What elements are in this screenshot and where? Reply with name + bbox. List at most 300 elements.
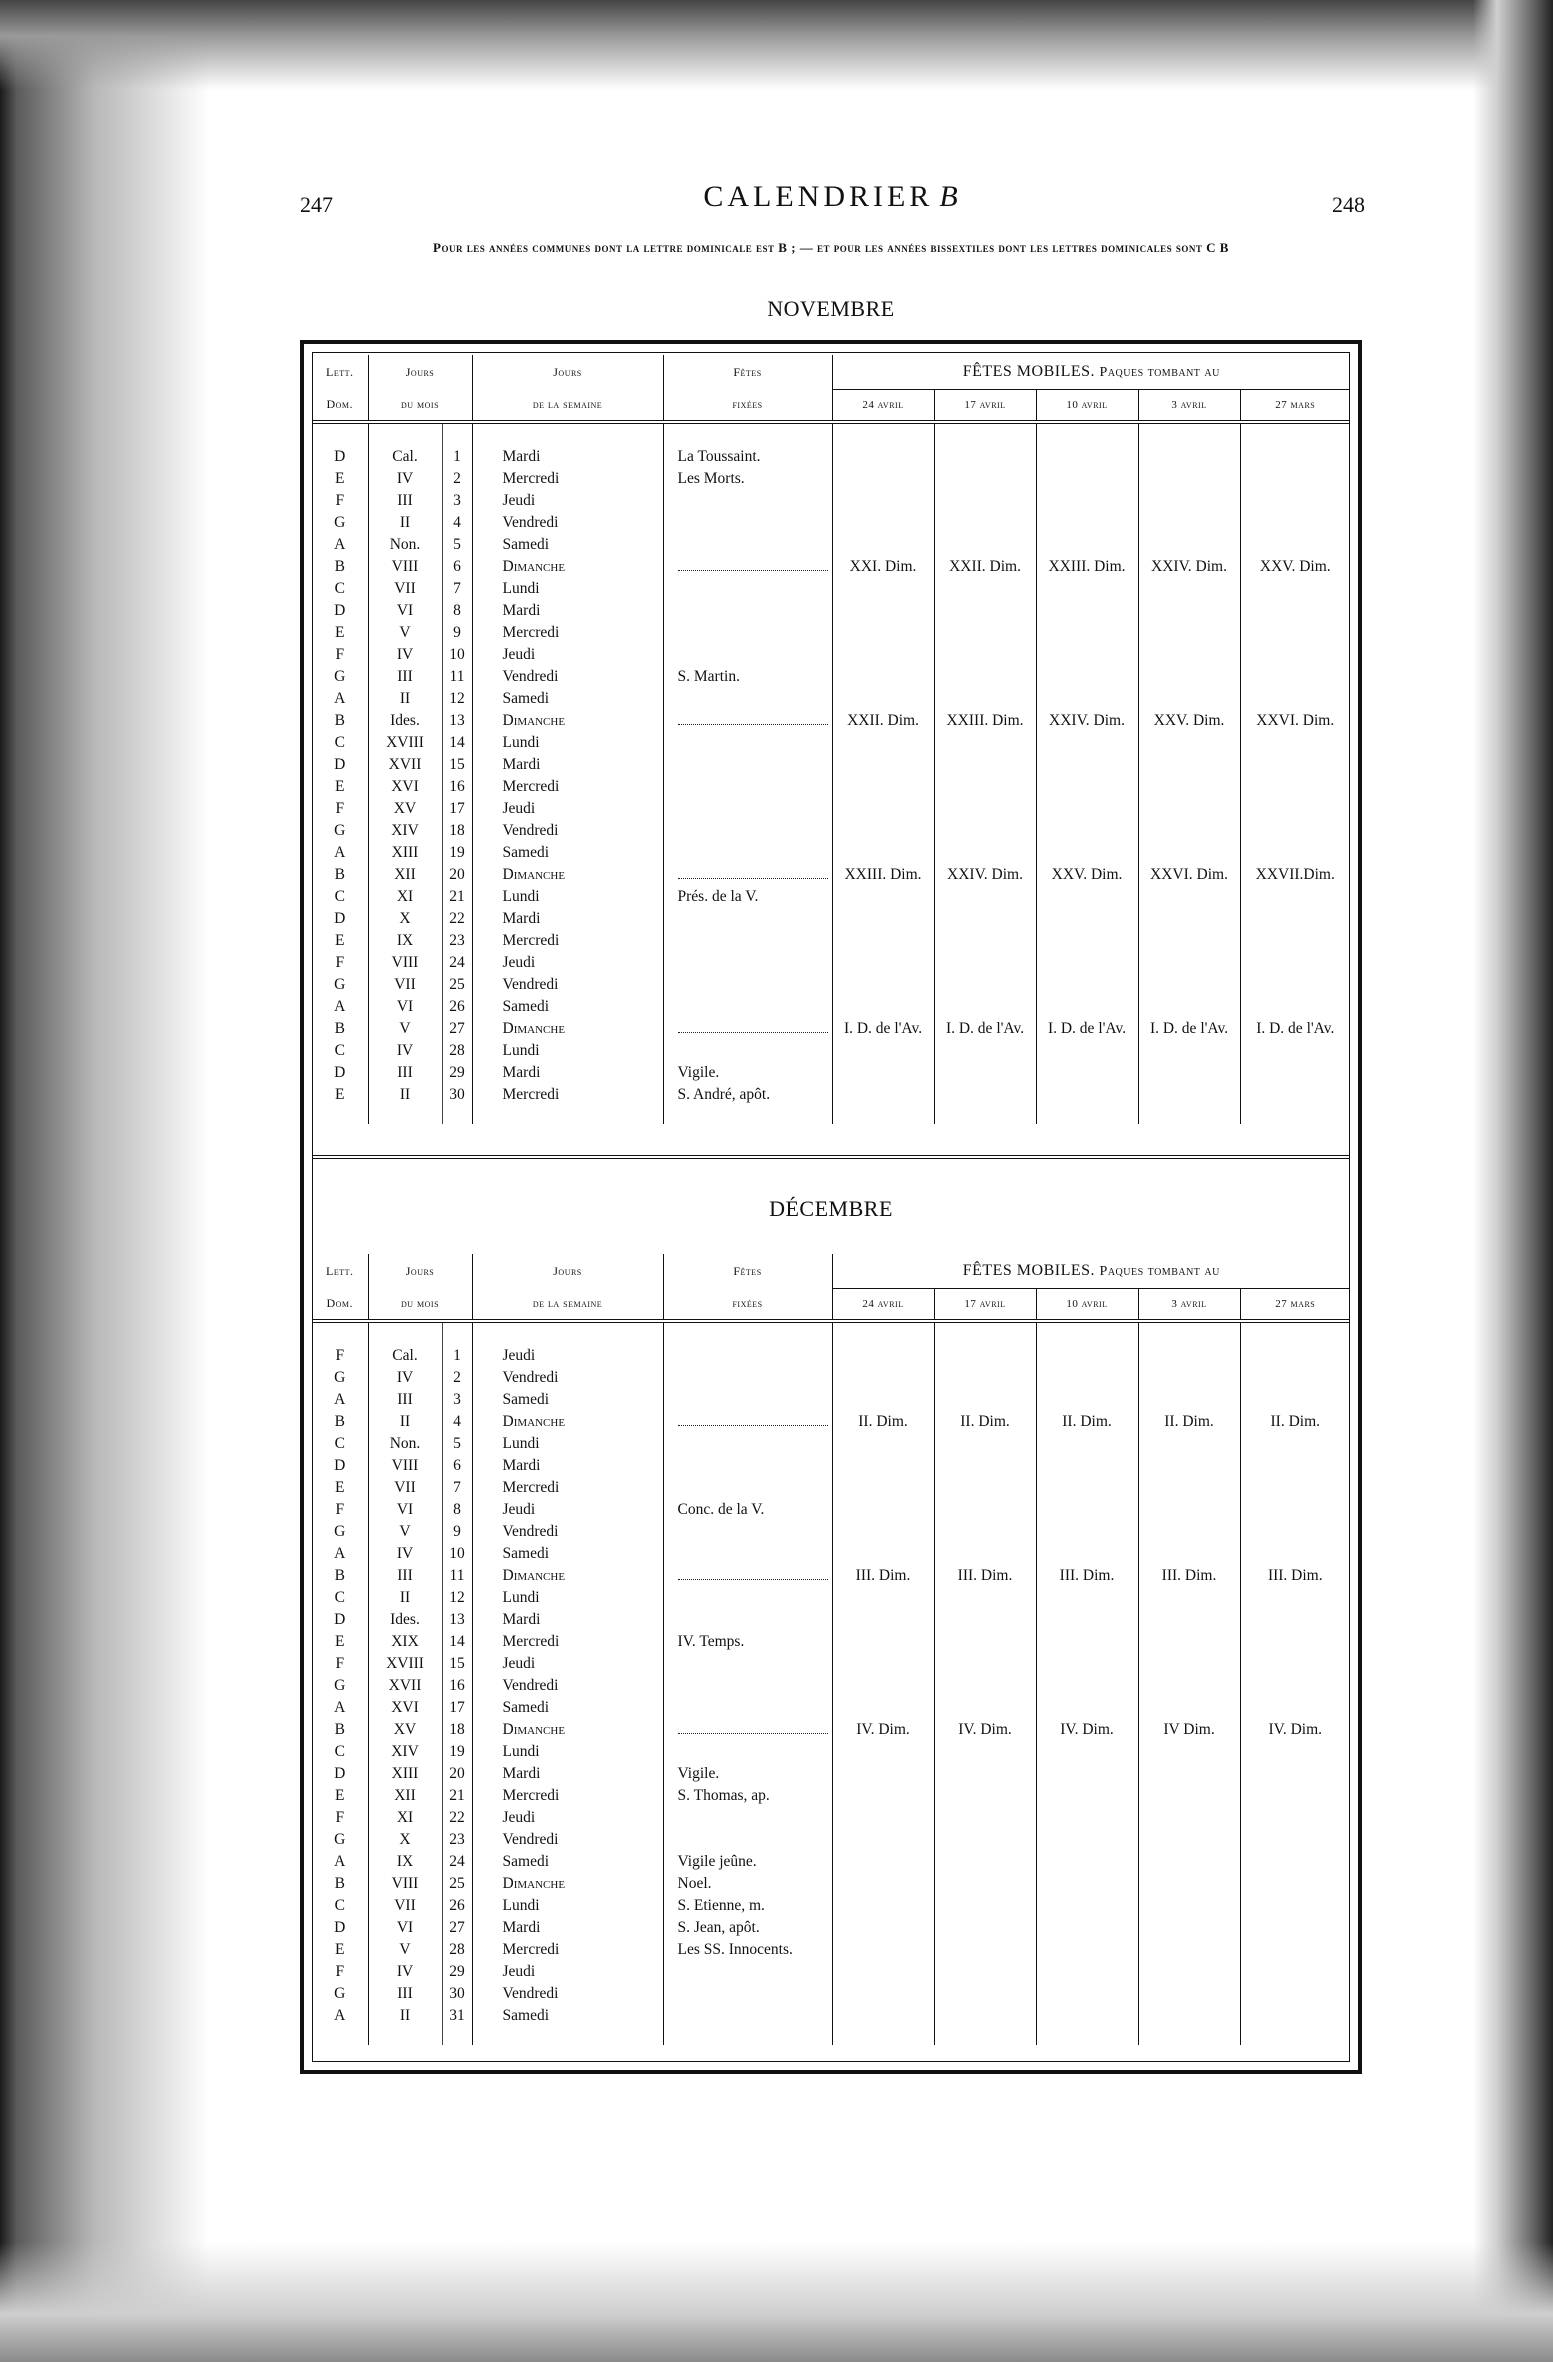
table-row	[312, 1565, 1350, 1587]
roman-day: XVI	[368, 776, 442, 798]
roman-day: XIII	[368, 842, 442, 864]
spacer-cell	[663, 2027, 832, 2045]
movable-feast-cell	[1240, 2005, 1350, 2027]
weekday-cell	[472, 710, 663, 732]
movable-feast: I. D. de l'Av.	[1256, 1020, 1335, 1037]
movable-feast-cell	[1138, 578, 1240, 600]
movable-feast: XXVI. Dim.	[1256, 712, 1335, 729]
movable-feast-cell	[1240, 1609, 1350, 1631]
movable-feast-cell	[832, 688, 934, 710]
day-number: 18	[442, 820, 472, 842]
roman-day: VII	[368, 1477, 442, 1499]
day-number: 9	[442, 1521, 472, 1543]
movable-feast-cell	[832, 1763, 934, 1785]
movable-feast-cell	[1240, 1084, 1350, 1106]
day-number: 11	[442, 666, 472, 688]
dominical-letter: A	[334, 844, 346, 861]
movable-feast-cell	[832, 1040, 934, 1062]
roman-day: VI	[368, 1499, 442, 1521]
dominical-letter: F	[335, 1501, 345, 1518]
movable-feast: XXIV. Dim.	[1151, 558, 1227, 575]
movable-feast-cell	[1036, 556, 1138, 578]
movable-feast-cell	[832, 2005, 934, 2027]
movable-feast-cell	[1240, 1499, 1350, 1521]
movable-feast-cell	[832, 1917, 934, 1939]
table-row	[312, 446, 1350, 468]
roman-day: XV	[368, 798, 442, 820]
dominical-letter: F	[335, 1655, 345, 1672]
movable-feast-cell	[1036, 1983, 1138, 2005]
movable-feast-cell	[1240, 1062, 1350, 1084]
calendar-table-decembre	[312, 1254, 1350, 2045]
fixed-feast-cell	[663, 2005, 832, 2027]
day-number: 25	[442, 974, 472, 996]
movable-feast-cell	[1138, 1983, 1240, 2005]
dominical-letter: F	[335, 492, 345, 509]
header-mobiles-label: FÊTES MOBILES.	[962, 363, 1096, 380]
movable-feast: III. Dim.	[1161, 1567, 1217, 1584]
movable-feast-cell	[1240, 1719, 1350, 1741]
dominical-letter: B	[334, 1413, 345, 1430]
fixed-feast-cell	[663, 1807, 832, 1829]
roman-day: III	[368, 1389, 442, 1411]
weekday-cell	[472, 1084, 663, 1106]
movable-feast-cell	[1240, 1829, 1350, 1851]
weekday-name: Mardi	[502, 1919, 541, 1936]
roman-day: IV	[368, 1543, 442, 1565]
movable-feast-cell	[1138, 1917, 1240, 1939]
dominical-letter: A	[334, 1853, 346, 1870]
dominical-letter: C	[334, 1042, 345, 1059]
fixed-feast-cell	[663, 666, 832, 688]
weekday-name: Samedi	[502, 536, 550, 553]
weekday-name: Lundi	[502, 1589, 540, 1606]
movable-feast-cell	[1036, 974, 1138, 996]
movable-feast-cell	[934, 1983, 1036, 2005]
dominical-letter: A	[334, 1391, 346, 1408]
fixed-feast: S. Thomas, ap.	[677, 1787, 770, 1804]
movable-feast-cell	[1036, 820, 1138, 842]
movable-feast-cell	[934, 1018, 1036, 1040]
movable-feast-cell	[1138, 1895, 1240, 1917]
movable-feast-cell	[832, 1829, 934, 1851]
movable-feast-cell	[934, 666, 1036, 688]
dotted-leader	[678, 714, 828, 725]
fixed-feast-cell	[663, 1983, 832, 2005]
weekday-cell	[472, 820, 663, 842]
weekday-cell	[472, 534, 663, 556]
movable-feast-cell	[934, 1455, 1036, 1477]
header-paques-label: Paques tombant au	[1099, 1264, 1220, 1279]
dominical-letter: B	[334, 1721, 345, 1738]
movable-feast-cell	[1138, 776, 1240, 798]
day-number: 29	[442, 1062, 472, 1084]
header-date-2: 17 avril	[934, 390, 1036, 423]
movable-feast-cell	[1240, 996, 1350, 1018]
day-number: 13	[442, 710, 472, 732]
roman-day: VIII	[368, 556, 442, 578]
movable-feast: II. Dim.	[1062, 1413, 1112, 1430]
movable-feast-cell	[934, 952, 1036, 974]
weekday-cell	[472, 842, 663, 864]
fixed-feast-cell	[663, 1895, 832, 1917]
day-number: 2	[442, 468, 472, 490]
roman-day: V	[368, 1018, 442, 1040]
movable-feast-cell	[934, 556, 1036, 578]
table-row	[312, 776, 1350, 798]
roman-day: XII	[368, 1785, 442, 1807]
fixed-feast-cell	[663, 1389, 832, 1411]
table-row	[312, 820, 1350, 842]
weekday-name: Jeudi	[502, 1347, 536, 1364]
movable-feast-cell	[934, 1499, 1036, 1521]
day-number: 8	[442, 600, 472, 622]
movable-feast-cell	[1240, 666, 1350, 688]
spacer-cell	[472, 2027, 663, 2045]
fixed-feast: La Toussaint.	[677, 448, 761, 465]
day-number: 17	[442, 798, 472, 820]
movable-feast-cell	[1240, 1873, 1350, 1895]
movable-feast-cell	[1036, 512, 1138, 534]
movable-feast-cell	[832, 1565, 934, 1587]
fixed-feast-cell	[663, 1631, 832, 1653]
movable-feast-cell	[934, 1543, 1036, 1565]
rows-novembre	[312, 422, 1350, 1124]
table-row	[312, 842, 1350, 864]
fixed-feast-cell	[663, 1719, 832, 1741]
dotted-leader	[678, 1415, 828, 1426]
movable-feast-cell	[832, 556, 934, 578]
table-row	[312, 1697, 1350, 1719]
movable-feast-cell	[1138, 644, 1240, 666]
roman-day: VII	[368, 974, 442, 996]
movable-feast: XXIII. Dim.	[1048, 558, 1126, 575]
movable-feast-cell	[934, 710, 1036, 732]
movable-feast-cell	[1138, 1018, 1240, 1040]
dominical-letter: G	[334, 668, 346, 685]
weekday-cell	[472, 622, 663, 644]
roman-day: XI	[368, 1807, 442, 1829]
day-number: 24	[442, 952, 472, 974]
spacer-cell	[312, 422, 368, 446]
movable-feast-cell	[1138, 534, 1240, 556]
weekday-name: Mardi	[502, 448, 541, 465]
dominical-letter: B	[334, 1875, 345, 1892]
roman-day: IV	[368, 468, 442, 490]
movable-feast-cell	[1138, 556, 1240, 578]
roman-day: Ides.	[368, 710, 442, 732]
table-row	[312, 930, 1350, 952]
spacer-cell	[832, 422, 934, 446]
title-text: CALENDRIER	[703, 180, 934, 213]
spacer-cell	[442, 1321, 472, 1345]
header-jours: Jours	[368, 1254, 472, 1289]
movable-feast-cell	[1138, 446, 1240, 468]
movable-feast-cell	[934, 512, 1036, 534]
movable-feast-cell	[934, 688, 1036, 710]
fixed-feast-cell	[663, 490, 832, 512]
weekday-name: Jeudi	[502, 1809, 536, 1826]
dominical-letter: B	[334, 1020, 345, 1037]
weekday-name: Vendredi	[502, 822, 559, 839]
fixed-feast: S. Martin.	[677, 668, 740, 685]
roman-day: IV	[368, 1961, 442, 1983]
table-row	[312, 974, 1350, 996]
weekday-cell	[472, 886, 663, 908]
weekday-cell	[472, 2005, 663, 2027]
movable-feast-cell	[832, 1895, 934, 1917]
movable-feast: IV. Dim.	[1268, 1721, 1323, 1738]
movable-feast-cell	[1036, 2005, 1138, 2027]
header-du-mois: du mois	[368, 1289, 472, 1322]
page-number-left: 247	[300, 192, 333, 217]
table-row	[312, 1543, 1350, 1565]
weekday-name: Vendredi	[502, 668, 559, 685]
movable-feast-cell	[1240, 1983, 1350, 2005]
fixed-feast-cell	[663, 1785, 832, 1807]
spacer-cell	[934, 1106, 1036, 1124]
movable-feast: IV Dim.	[1163, 1721, 1215, 1738]
movable-feast-cell	[1240, 908, 1350, 930]
day-number: 19	[442, 842, 472, 864]
dominical-letter: C	[334, 580, 345, 597]
weekday-cell	[472, 1367, 663, 1389]
movable-feast-cell	[1240, 1895, 1350, 1917]
weekday-cell	[472, 754, 663, 776]
spacer-cell	[472, 1106, 663, 1124]
table-row	[312, 1367, 1350, 1389]
dominical-letter: A	[334, 1699, 346, 1716]
weekday-cell	[472, 1895, 663, 1917]
table-row	[312, 1895, 1350, 1917]
movable-feast-cell	[934, 1411, 1036, 1433]
movable-feast-cell	[1138, 952, 1240, 974]
movable-feast-cell	[1138, 1675, 1240, 1697]
dominical-letter: E	[335, 624, 345, 641]
movable-feast-cell	[1036, 622, 1138, 644]
day-number: 21	[442, 886, 472, 908]
roman-day: III	[368, 1062, 442, 1084]
fixed-feast: Les SS. Innocents.	[677, 1941, 793, 1958]
spacer-cell	[663, 422, 832, 446]
movable-feast-cell	[1138, 688, 1240, 710]
movable-feast: II. Dim.	[960, 1413, 1010, 1430]
day-number: 6	[442, 1455, 472, 1477]
table-row	[312, 1587, 1350, 1609]
roman-day: Cal.	[368, 1345, 442, 1367]
dominical-letter: E	[335, 932, 345, 949]
roman-day: XI	[368, 886, 442, 908]
fixed-feast: Prés. de la V.	[677, 888, 759, 905]
fixed-feast: IV. Temps.	[677, 1633, 745, 1650]
day-number: 14	[442, 732, 472, 754]
day-number: 1	[442, 446, 472, 468]
movable-feast-cell	[1036, 1345, 1138, 1367]
fixed-feast-cell	[663, 1939, 832, 1961]
fixed-feast: S. André, apôt.	[677, 1086, 771, 1103]
weekday-cell	[472, 1807, 663, 1829]
movable-feast-cell	[934, 534, 1036, 556]
roman-day: V	[368, 1939, 442, 1961]
dominical-letter: A	[334, 998, 346, 1015]
dominical-letter: C	[334, 888, 345, 905]
movable-feast: II. Dim.	[858, 1413, 908, 1430]
day-number: 3	[442, 490, 472, 512]
movable-feast-cell	[1138, 512, 1240, 534]
fixed-feast-cell	[663, 1741, 832, 1763]
table-row	[312, 1477, 1350, 1499]
movable-feast-cell	[1138, 1062, 1240, 1084]
weekday-name: Samedi	[502, 1853, 550, 1870]
weekday-name: Mardi	[502, 1611, 541, 1628]
movable-feast-cell	[934, 490, 1036, 512]
table-row	[312, 688, 1350, 710]
day-number: 30	[442, 1983, 472, 2005]
movable-feast-cell	[1138, 1631, 1240, 1653]
day-number: 17	[442, 1697, 472, 1719]
dotted-leader	[678, 1569, 828, 1580]
movable-feast-cell	[1036, 908, 1138, 930]
movable-feast: I. D. de l'Av.	[1149, 1020, 1229, 1037]
roman-day: II	[368, 1084, 442, 1106]
movable-feast-cell	[1240, 1018, 1350, 1040]
movable-feast-cell	[1240, 1455, 1350, 1477]
weekday-name: Vendredi	[502, 976, 559, 993]
movable-feast-cell	[1036, 754, 1138, 776]
movable-feast-cell	[934, 1697, 1036, 1719]
roman-day: IX	[368, 930, 442, 952]
table-row	[312, 1983, 1350, 2005]
day-number: 4	[442, 512, 472, 534]
table-row	[312, 556, 1350, 578]
fixed-feast-cell	[663, 1829, 832, 1851]
day-number: 20	[442, 864, 472, 886]
weekday-cell	[472, 1389, 663, 1411]
movable-feast-cell	[934, 1367, 1036, 1389]
movable-feast-cell	[934, 2005, 1036, 2027]
movable-feast-cell	[832, 1084, 934, 1106]
day-number: 13	[442, 1609, 472, 1631]
movable-feast-cell	[1036, 1367, 1138, 1389]
fixed-feast-cell	[663, 864, 832, 886]
movable-feast-cell	[1036, 1411, 1138, 1433]
dominical-letter: A	[334, 1545, 346, 1562]
day-number: 30	[442, 1084, 472, 1106]
fixed-feast-cell	[663, 1917, 832, 1939]
movable-feast: II. Dim.	[1164, 1413, 1214, 1430]
day-number: 6	[442, 556, 472, 578]
fixed-feast-cell	[663, 600, 832, 622]
movable-feast-cell	[934, 468, 1036, 490]
fixed-feast-cell	[663, 622, 832, 644]
dominical-letter: G	[334, 1831, 346, 1848]
roman-day: XIII	[368, 1763, 442, 1785]
fixed-feast-cell	[663, 1433, 832, 1455]
spacer-cell	[1138, 1106, 1240, 1124]
weekday-name: Jeudi	[502, 954, 536, 971]
movable-feast-cell	[1036, 578, 1138, 600]
weekday-cell	[472, 776, 663, 798]
weekday-name: Mercredi	[502, 932, 560, 949]
movable-feast-cell	[934, 1565, 1036, 1587]
movable-feast-cell	[1240, 1917, 1350, 1939]
movable-feast-cell	[1138, 1345, 1240, 1367]
movable-feast-cell	[1240, 1675, 1350, 1697]
header-date-3: 10 avril	[1036, 390, 1138, 423]
movable-feast-cell	[1036, 1018, 1138, 1040]
movable-feast-cell	[1036, 1084, 1138, 1106]
dotted-leader	[678, 868, 828, 879]
fixed-feast-cell	[663, 556, 832, 578]
movable-feast-cell	[934, 732, 1036, 754]
weekday-name: Lundi	[502, 1042, 540, 1059]
movable-feast-cell	[832, 1455, 934, 1477]
movable-feast-cell	[1036, 1763, 1138, 1785]
table-row	[312, 1653, 1350, 1675]
weekday-name: Mardi	[502, 1064, 541, 1081]
movable-feast-cell	[1240, 1587, 1350, 1609]
movable-feast-cell	[832, 1983, 934, 2005]
fixed-feast-cell	[663, 534, 832, 556]
fixed-feast-cell	[663, 1062, 832, 1084]
table-row	[312, 996, 1350, 1018]
day-number: 2	[442, 1367, 472, 1389]
table-row	[312, 490, 1350, 512]
movable-feast-cell	[832, 1675, 934, 1697]
header-de-la-semaine: de la semaine	[472, 390, 663, 423]
movable-feast-cell	[1240, 1631, 1350, 1653]
movable-feast-cell	[1036, 710, 1138, 732]
fixed-feast-cell	[663, 1851, 832, 1873]
movable-feast: XXIII. Dim.	[844, 866, 922, 883]
weekday-name: Mercredi	[502, 624, 560, 641]
movable-feast-cell	[1240, 1807, 1350, 1829]
day-number: 28	[442, 1939, 472, 1961]
movable-feast-cell	[1036, 1653, 1138, 1675]
weekday-name: Samedi	[502, 1699, 550, 1716]
movable-feast-cell	[832, 996, 934, 1018]
movable-feast-cell	[832, 1719, 934, 1741]
weekday-name: Vendredi	[502, 1369, 559, 1386]
movable-feast-cell	[1138, 468, 1240, 490]
spacer-cell	[442, 2027, 472, 2045]
weekday-name: Samedi	[502, 690, 550, 707]
movable-feast-cell	[832, 798, 934, 820]
header-du-mois: du mois	[368, 390, 472, 423]
table-row	[312, 1961, 1350, 1983]
movable-feast-cell	[832, 1389, 934, 1411]
fixed-feast-cell	[663, 1367, 832, 1389]
movable-feast: XXII. Dim.	[949, 558, 1021, 575]
movable-feast-cell	[934, 1653, 1036, 1675]
movable-feast-cell	[832, 930, 934, 952]
movable-feast-cell	[832, 468, 934, 490]
movable-feast-cell	[934, 1851, 1036, 1873]
fixed-feast-cell	[663, 974, 832, 996]
movable-feast-cell	[1240, 1411, 1350, 1433]
dominical-letter: D	[334, 1611, 346, 1628]
weekday-cell	[472, 666, 663, 688]
movable-feast-cell	[832, 622, 934, 644]
movable-feast-cell	[934, 1873, 1036, 1895]
dominical-letter: G	[334, 1523, 346, 1540]
spacer-cell	[1036, 2027, 1138, 2045]
movable-feast-cell	[832, 1873, 934, 1895]
weekday-cell	[472, 1609, 663, 1631]
weekday-cell	[472, 1653, 663, 1675]
roman-day: III	[368, 1983, 442, 2005]
day-number: 31	[442, 2005, 472, 2027]
